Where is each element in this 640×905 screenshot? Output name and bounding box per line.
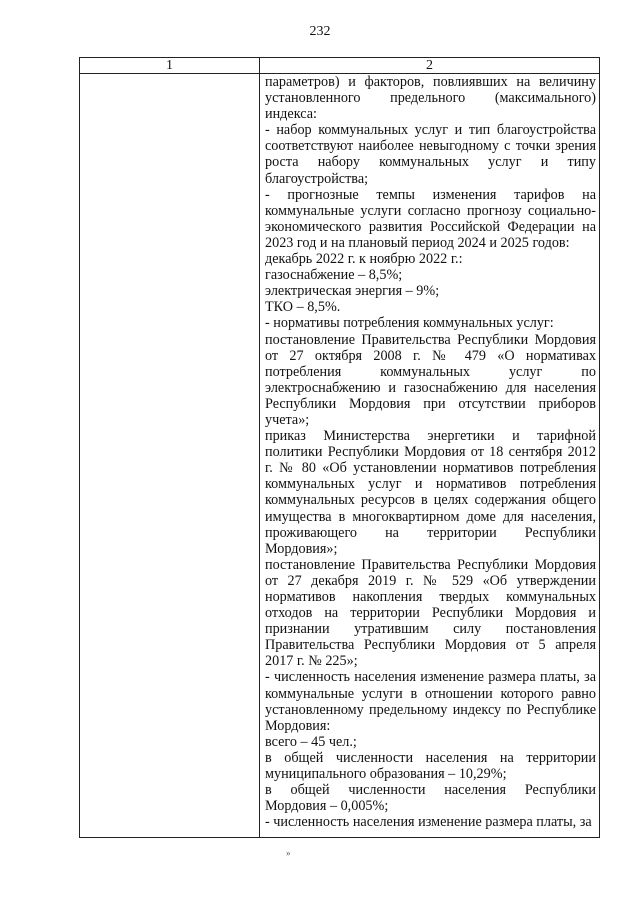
paragraph: ТКО – 8,5%. xyxy=(265,299,341,316)
paragraph: параметров) и факторов, повлиявших на величину установленного предельного (максимального) индекса: xyxy=(265,74,596,123)
paragraph: электрическая энергия – 9%; xyxy=(265,283,440,300)
paragraph: в общей численности населения на территории муниципального образования – 10,29%; xyxy=(265,749,596,783)
paragraph: - набор коммунальных услуг и тип благоустройства соответствуют наиболее невыгодному с точки зрения роста набору коммунальных услуг и типу благоустройства; xyxy=(265,122,596,187)
column-header-2: 2 xyxy=(260,58,600,74)
paragraph: - нормативы потребления коммунальных услуг: xyxy=(265,315,554,332)
paragraph: постановление Правительства Республики Мордовия от 27 октября 2008 г. № 479 «О нормативах потребления коммунальных услуг по электроснабжению и газоснабжению для населения Республики Мордовия при отсутствии приборов учета»; xyxy=(265,331,596,428)
paragraph: в общей численности населения Республики Мордовия – 0,005%; xyxy=(265,782,596,815)
table-header-row xyxy=(80,58,600,74)
column-1-cell xyxy=(80,74,260,838)
table-row xyxy=(80,74,600,838)
paragraph: постановление Правительства Республики Мордовия от 27 декабря 2019 г. № 529 «Об утверждении нормативов накопления твердых коммунальных отходов на территории Республики Мордовия и признании утратившим силу постановления Правительства Республики Мордовия от 5 апреля 2017 г. № 225»; xyxy=(265,556,596,670)
paragraph: декабрь 2022 г. к ноябрю 2022 г.: xyxy=(265,251,463,268)
paragraph: - численность населения изменение размера платы, за коммунальные услуги в отношении которого равно установленному предельному индексу по Республике Мордовия: xyxy=(265,669,596,734)
paragraph: - численность населения изменение размера платы, за xyxy=(265,814,592,831)
column-header-1: 1 xyxy=(80,58,260,74)
column-2-cell xyxy=(260,74,600,838)
page-number: 232 xyxy=(309,24,331,39)
paragraph: всего – 45 чел.; xyxy=(265,733,357,750)
paragraph: газоснабжение – 8,5%; xyxy=(265,267,403,284)
column-2-text xyxy=(260,74,599,837)
document-table xyxy=(79,57,600,838)
paragraph: - прогнозные темпы изменения тарифов на коммунальные услуги согласно прогнозу социально-экономического развития Российской Федерации на 2023 год и на плановый период 2024 и 2025 годов: xyxy=(265,186,596,251)
paragraph: приказ Министерства энергетики и тарифной политики Республики Мордовия от 18 сентября 2012 г. № 80 «Об установлении нормативов потребления коммунальных услуг и нормативов потребления коммунальных ресурсов в целях содержания общего имущества в многоквартирном доме для населения, проживающего на территории Республики Мордовия»; xyxy=(265,428,596,557)
footer-mark: » xyxy=(286,848,291,858)
